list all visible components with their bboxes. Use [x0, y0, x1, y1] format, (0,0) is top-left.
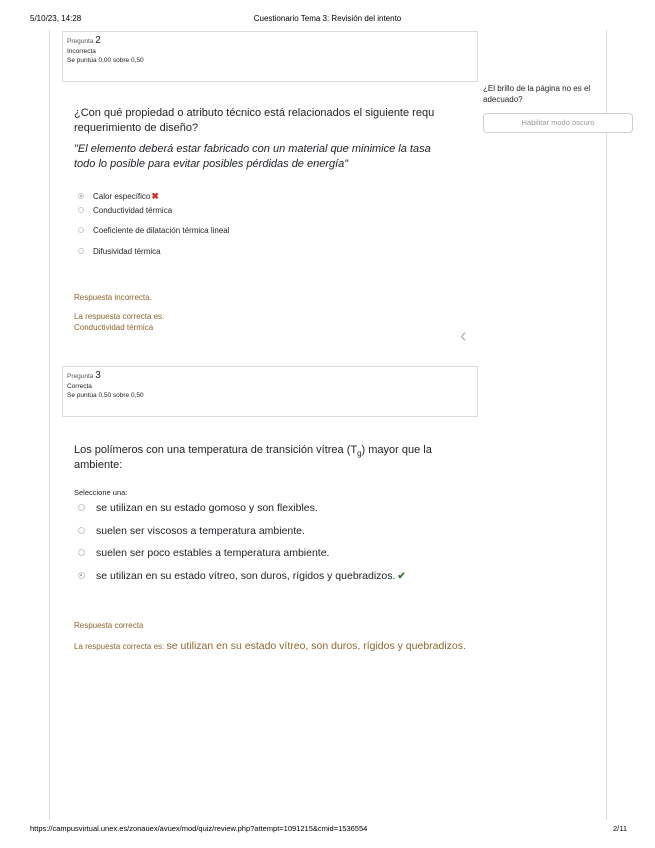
question2-option-2[interactable]	[78, 206, 172, 220]
page-border-left	[49, 30, 50, 820]
question3-correct-answer: se utilizan en su estado vítreo, son duros, rígidos y quebradizos.	[166, 640, 466, 652]
print-title: Cuestionario Tema 3: Revisión del intento	[253, 14, 402, 23]
question2-text-line1: ¿Con qué propiedad o atributo técnico está relacionados el siguiente requ	[74, 107, 435, 119]
option-label: Calor específico	[93, 192, 151, 201]
question3-score: Se puntúa 0,50 sobre 0,50	[67, 392, 144, 399]
question3-option-4[interactable]	[78, 570, 406, 586]
question2-option-3[interactable]	[78, 226, 230, 240]
question3-option-3[interactable]	[78, 547, 329, 563]
incorrect-x-icon: ✖	[151, 191, 159, 201]
question2-number: 2	[95, 35, 101, 46]
radio-icon[interactable]	[78, 504, 85, 511]
radio-icon[interactable]	[78, 549, 85, 556]
question2-option-1[interactable]	[78, 191, 159, 205]
page-border-right	[606, 30, 607, 820]
correct-check-icon: ✔	[397, 571, 406, 582]
question3-feedback: Respuesta correcta	[74, 621, 144, 630]
radio-icon[interactable]	[78, 207, 84, 213]
question3-label: Pregunta	[67, 373, 94, 380]
question2-quote-line2: todo lo posible para evitar posibles pérdidas de energía"	[74, 158, 349, 170]
enable-dark-mode-button[interactable]: Habilitar modo oscuro	[483, 113, 633, 133]
option-label: Difusividad térmica	[93, 247, 161, 256]
print-datetime: 5/10/23, 14:28	[30, 14, 82, 23]
radio-selected-icon[interactable]	[78, 193, 84, 199]
question2-option-4[interactable]	[78, 247, 161, 261]
radio-icon[interactable]	[78, 248, 84, 254]
question3-option-2[interactable]	[78, 525, 305, 541]
option-label: suelen ser poco estables a temperatura ambiente.	[96, 547, 330, 559]
question3-correct-label: La respuesta correcta es:	[74, 642, 165, 651]
dark-mode-panel	[483, 83, 633, 133]
question3-correct-answer-line	[74, 640, 466, 652]
select-one-label: Seleccione una:	[74, 488, 128, 497]
question2-correct-answer: Conductividad térmica	[74, 323, 154, 332]
question2-label: Pregunta	[67, 38, 94, 45]
question3-text-part-a: Los polímeros con una temperatura de transición vítrea (T	[74, 444, 358, 456]
print-url: https://campusvirtual.unex.es/zonauex/avuex/mod/quiz/review.php?attempt=1091215&cmid=1536554	[30, 824, 368, 833]
radio-icon[interactable]	[78, 227, 84, 233]
dark-mode-question-line1: ¿El brillo de la página no es el	[483, 84, 591, 93]
chevron-left-icon[interactable]: ‹	[460, 325, 467, 347]
question3-status: Correcta	[67, 383, 92, 390]
question2-score: Se puntúa 0,00 sobre 0,50	[67, 57, 144, 64]
question2-text-line2: requerimiento de diseño?	[74, 122, 199, 134]
question3-text-line2: ambiente:	[74, 459, 123, 471]
question3-option-1[interactable]	[78, 502, 318, 518]
dark-mode-question-line2: adecuado?	[483, 95, 523, 104]
option-label: Coeficiente de dilatación térmica lineal	[93, 226, 230, 235]
print-header	[0, 14, 655, 28]
question3-text-subscript: g	[357, 449, 362, 459]
radio-selected-icon[interactable]	[78, 572, 85, 579]
radio-icon[interactable]	[78, 527, 85, 534]
option-label: se utilizan en su estado vítreo, son duros, rígidos y quebradizos.	[96, 570, 396, 582]
question2-correct-label: La respuesta correcta es:	[74, 312, 165, 321]
question3-number: 3	[95, 370, 101, 381]
option-label: se utilizan en su estado gomoso y son flexibles.	[96, 502, 318, 514]
option-label: suelen ser viscosos a temperatura ambiente.	[96, 525, 305, 537]
option-label: Conductividad térmica	[93, 206, 173, 215]
question2-quote-line1: "El elemento deberá estar fabricado con un material que minimice la tasa	[74, 143, 431, 155]
print-page-number: 2/11	[612, 824, 627, 833]
question2-info-box	[62, 31, 478, 82]
question3-info-box	[62, 366, 478, 417]
question2-status: Incorrecta	[67, 48, 96, 55]
question2-feedback: Respuesta incorrecta.	[74, 293, 152, 302]
question3-text-part-b: ) mayor que la	[361, 444, 432, 456]
print-footer	[0, 824, 655, 838]
